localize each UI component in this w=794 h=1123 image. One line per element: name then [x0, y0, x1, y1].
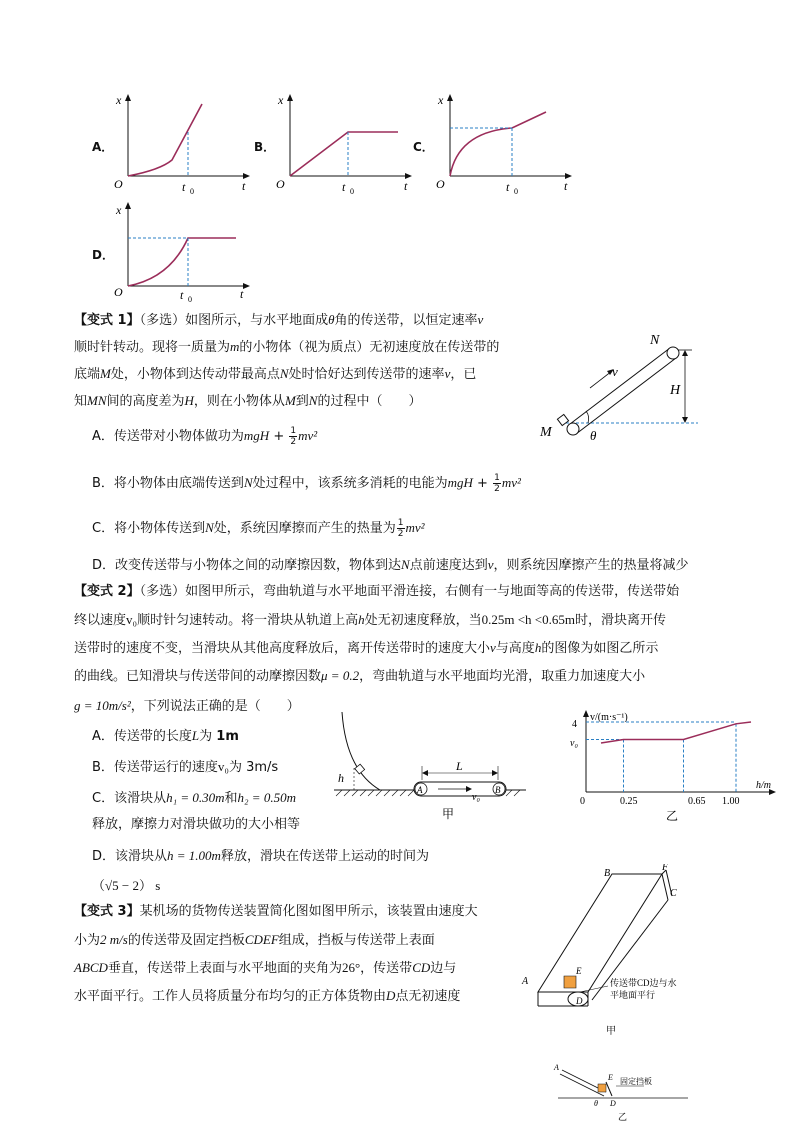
svg-text:0: 0	[350, 187, 354, 196]
svg-text:A: A	[522, 976, 529, 987]
svg-text:A: A	[554, 1063, 559, 1072]
q1-line3: 底端M处，小物体到达传动带最高点N处时恰好达到传送带的速率v，已	[74, 366, 477, 382]
graph-b-curve	[290, 132, 398, 176]
svg-text:h: h	[338, 771, 344, 785]
svg-text:x: x	[278, 93, 284, 107]
svg-text:O: O	[276, 177, 285, 191]
q2-tag: 【变式 2】	[74, 584, 140, 599]
svg-text:甲: 甲	[442, 807, 455, 821]
q3-line3: ABCD垂直，传送带上表面与水平地面的夹角为26°，传送带CD边与	[74, 960, 457, 976]
svg-text:固定挡板: 固定挡板	[620, 1077, 652, 1086]
svg-text:t: t	[240, 287, 244, 301]
svg-text:0: 0	[188, 295, 192, 304]
q3-tag: 【变式 3】	[74, 904, 140, 919]
svg-text:甲: 甲	[606, 1026, 616, 1037]
graph-d-curve	[128, 238, 236, 286]
q3-line2: 小为2 m/s的传送带及固定挡板CDEF组成，挡板与传送带上表面	[74, 932, 435, 948]
svg-text:x: x	[116, 203, 122, 217]
q1-fig-theta: θ	[590, 428, 597, 443]
svg-text:L: L	[456, 759, 463, 773]
graph-a-label: A．	[92, 140, 114, 154]
q1-option-b: B．将小物体由底端传送到N处过程中，该系统多消耗的电能为mgH + $\frac{1}{2}$ mv²	[92, 473, 521, 494]
q1-line2: 顺时针转动。现将一质量为m的小物体（视为质点）无初速度放在传送带的	[74, 339, 500, 355]
q2-option-d: D．该滑块从h = 1.00m释放，滑块在传送带上运动的时间为	[92, 848, 429, 864]
q1-option-c: C．将小物体传送到N处，系统因摩擦而产生的热量为 $\frac{1}{2}$ mv²	[92, 518, 425, 539]
q1-fig-h: H	[670, 383, 681, 398]
svg-text:0: 0	[514, 187, 518, 196]
q2-option-d-cont: （√5 − 2） s	[92, 878, 161, 893]
svg-text:4: 4	[572, 719, 577, 730]
graph-c	[432, 90, 582, 200]
svg-text:v/(m·s⁻¹): v/(m·s⁻¹)	[590, 712, 628, 723]
q2-figure-yi	[560, 706, 790, 826]
svg-text:O: O	[436, 177, 445, 191]
svg-text:平地面平行: 平地面平行	[610, 990, 656, 1000]
svg-text:D: D	[576, 996, 583, 1006]
graph-a-t0-sub: 0	[190, 187, 194, 196]
svg-text:0.25: 0.25	[620, 796, 638, 807]
q2-option-c-cont: 释放，摩擦力对滑块做功的大小相等	[92, 817, 301, 832]
q2-option-b: B．传送带运行的速度v₀为 3m/s	[92, 759, 279, 775]
vh-curve	[601, 722, 751, 743]
svg-text:F: F	[662, 864, 669, 873]
svg-text:乙: 乙	[618, 1112, 628, 1122]
svg-text:v₀: v₀	[472, 792, 480, 803]
svg-text:A: A	[417, 785, 423, 795]
q2-option-a: A．传送带的长度L为 1m	[92, 728, 239, 744]
q3-figure-jia	[512, 864, 702, 1040]
q1-fig-m: M	[540, 425, 552, 440]
graph-a	[110, 90, 260, 200]
svg-text:θ: θ	[594, 1099, 598, 1108]
graph-a-x: t	[242, 179, 246, 193]
svg-text:O: O	[114, 285, 123, 299]
svg-text:C: C	[670, 888, 677, 899]
q3-line1: 【变式 3】某机场的货物传送装置简化图如图甲所示，该装置由速度大	[74, 904, 478, 919]
graph-a-curve	[128, 104, 202, 176]
q2-line3: 送带时的速度不变，当滑块从其他高度释放后，离开传送带时的速度大小v与高度h的图像为如图乙所示	[74, 640, 659, 656]
graph-d-label: D．	[92, 248, 114, 262]
q2-line5: g = 10m/s²，下列说法正确的是（ ）	[74, 698, 300, 714]
graph-c-label: C．	[413, 140, 434, 154]
q1-fig-n: N	[650, 333, 660, 348]
graph-b-label: B．	[254, 140, 276, 154]
svg-text:0.65: 0.65	[688, 796, 706, 807]
svg-text:乙: 乙	[666, 809, 679, 823]
svg-text:t: t	[404, 179, 408, 193]
svg-text:x: x	[438, 93, 444, 107]
q1-option-a: A．传送带对小物体做功为mgH + $\frac{1}{2}$ mv²	[92, 426, 318, 447]
graph-a-o: O	[114, 177, 123, 191]
svg-text:t: t	[506, 180, 510, 194]
graph-b	[272, 90, 422, 200]
graph-a-y: x	[116, 93, 122, 107]
q2-line4: 的曲线。已知滑块与传送带间的动摩擦因数μ = 0.2，弯曲轨道与水平地面均光滑，取重力加速度大小	[74, 668, 646, 684]
svg-text:D: D	[610, 1099, 616, 1108]
q1-line1: 【变式 1】（多选）如图所示，与水平地面成θ角的传送带，以恒定速率v	[74, 312, 484, 328]
svg-text:h/m: h/m	[756, 780, 771, 791]
q1-fig-v: v	[612, 364, 618, 379]
graph-a-t0: t	[182, 180, 186, 194]
q3-line4: 水平面平行。工作人员将质量分布均匀的正方体货物由D点无初速度	[74, 988, 461, 1004]
graph-c-curve	[450, 112, 546, 176]
q1-tag: 【变式 1】	[74, 313, 140, 328]
q1-line4: 知MN间的高度差为H，则在小物体从M到N的过程中（ ）	[74, 393, 422, 409]
q2-line2: 终以速度v₀顺时针匀速转动。将一滑块从轨道上高h处无初速度释放，当0.25m <h <0.65m时，滑块离开传	[74, 612, 666, 628]
q3-figure-yi	[548, 1062, 698, 1122]
q2-line1: 【变式 2】（多选）如图甲所示，弯曲轨道与水平地面平滑连接，右侧有一与地面等高的传送带，传送带始	[74, 584, 680, 599]
svg-text:E: E	[576, 966, 582, 976]
svg-text:v₀: v₀	[570, 738, 578, 749]
q2-option-c: C．该滑块从h₁ = 0.30m和h₂ = 0.50m	[92, 790, 296, 806]
q2-figure-jia	[330, 710, 530, 825]
svg-text:传送带CD边与水: 传送带CD边与水	[610, 978, 677, 988]
svg-text:t: t	[342, 180, 346, 194]
svg-text:E: E	[608, 1073, 613, 1082]
graph-d	[110, 198, 260, 308]
q1-option-d: D．改变传送带与小物体之间的动摩擦因数，物体到达N点前速度达到v，则系统因摩擦产生的热量将减少	[92, 557, 689, 573]
svg-text:0: 0	[580, 796, 585, 807]
svg-text:B: B	[495, 785, 501, 795]
svg-text:t: t	[180, 288, 184, 302]
svg-text:1.00: 1.00	[722, 796, 740, 807]
svg-text:t: t	[564, 179, 568, 193]
svg-text:B: B	[604, 868, 611, 879]
q1-figure	[530, 328, 700, 446]
